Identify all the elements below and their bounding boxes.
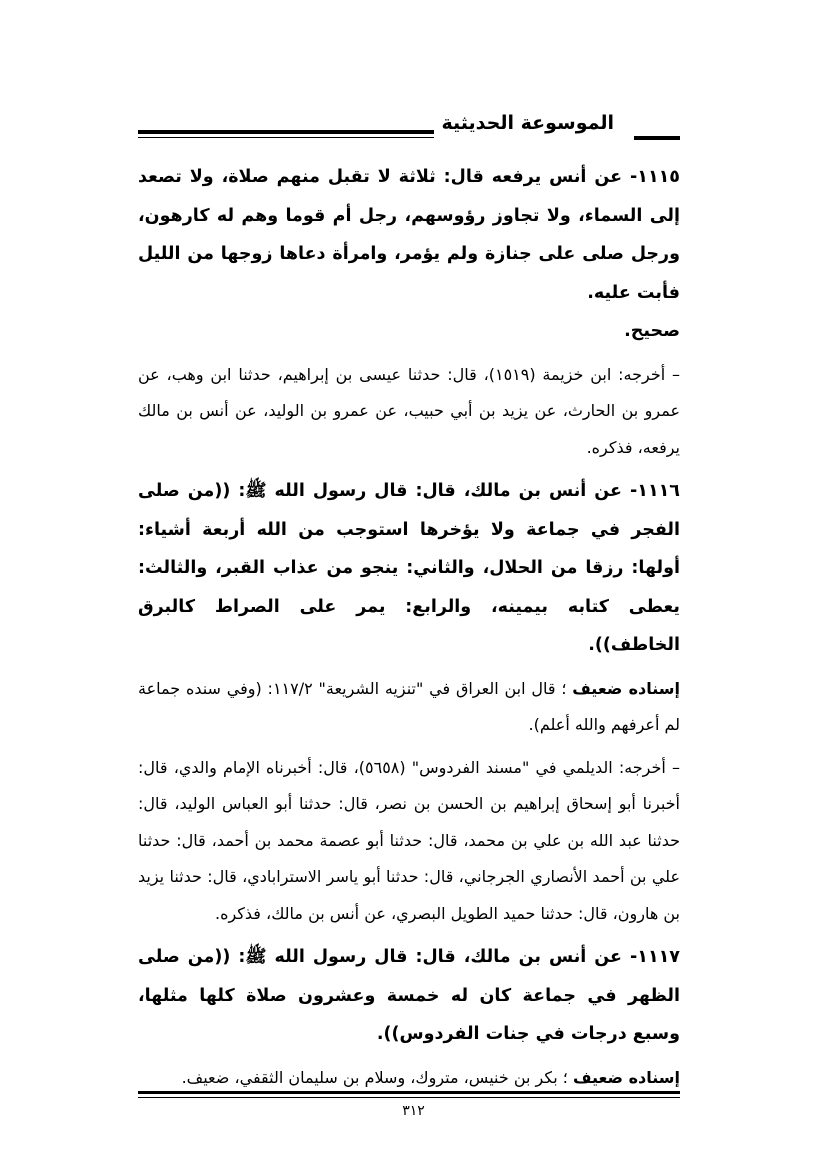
grade-note: ؛ بكر بن خنيس، متروك، وسلام بن سليمان الثقفي، ضعيف. bbox=[181, 1067, 568, 1087]
header-rule-thick bbox=[138, 130, 434, 134]
hadith-1115-text: ١١١٥- عن أنس يرفعه قال: ثلاثة لا تقبل منهم صلاة، ولا تصعد إلى السماء، ولا تجاوز رؤوسهم، رجل أم قوما وهم له كارهون، ورجل صلى على جنازة ولم يؤمر، وامرأة دعاها زوجها من الليل فأبت عليه. bbox=[138, 167, 680, 303]
grade-label: صحيح. bbox=[624, 321, 680, 341]
footer-rule-thick bbox=[138, 1091, 680, 1094]
footer-rule-thin bbox=[138, 1097, 680, 1098]
grade-label: إسناده ضعيف bbox=[572, 1067, 680, 1087]
page-header bbox=[138, 112, 680, 142]
footer-rule bbox=[138, 1091, 680, 1098]
page-body bbox=[138, 158, 680, 1096]
grade-label: إسناده ضعيف bbox=[572, 678, 681, 698]
hadith-1116-grade bbox=[138, 671, 680, 744]
hadith-1115-takhrij: – أخرجه: ابن خزيمة (١٥١٩)، قال: حدثنا عيسى بن إبراهيم، حدثنا ابن وهب، عن عمرو بن الحارث، عن يزيد بن أبي حبيب، عن عمرو بن الوليد، عن أنس بن مالك يرفعه، فذكره. bbox=[138, 364, 681, 457]
running-title: الموسوعة الحديثية bbox=[441, 112, 614, 134]
header-rule-thin bbox=[138, 137, 434, 138]
hadith-1116-takhrij: – أخرجه: الديلمي في "مسند الفردوس" (٥٦٥٨)، قال: أخبرناه الإمام والدي، قال: أخبرنا أبو إسحاق إبراهيم بن الحسن بن نصر، قال: حدثنا أبو العباس الوليد، قال: حدثنا عبد الله بن علي بن محمد، قال: حدثنا أبو عصمة محمد بن أحمد، قال: حدثنا علي بن أحمد الأنصاري الجرجاني، قال: حدثنا أبو ياسر الاسترابادي، قال: حدثنا يزيد بن هارون، قال: حدثنا حميد الطويل البصري، عن أنس بن مالك، فذكره. bbox=[138, 757, 681, 923]
hadith-1115-grade bbox=[138, 312, 680, 351]
grade-note: ؛ قال ابن العراق في "تنزيه الشريعة" ١١٧/٢: (وفي سنده جماعة لم أعرفهم والله أعلم). bbox=[138, 678, 680, 734]
page-number: ٣١٢ bbox=[402, 1103, 425, 1119]
hadith-1117-text: ١١١٧- عن أنس بن مالك، قال: قال رسول الله ﷺ: ((من صلى الظهر في جماعة كان له خمسة وعشرون صلاة كلها مثلها، وسبع درجات في جنات الفردوس)). bbox=[138, 947, 680, 1044]
header-rule-short bbox=[634, 136, 680, 140]
hadith-1116-text: ١١١٦- عن أنس بن مالك، قال: قال رسول الله ﷺ: ((من صلى الفجر في جماعة ولا يؤخرها استوجب من الله أربعة أشياء: أولها: رزقا من الحلال، والثاني: ينجو من عذاب القبر، والثالث: يعطى كتابه بيمينه، والرابع: يمر على الصراط كالبرق الخاطف)). bbox=[138, 481, 680, 655]
